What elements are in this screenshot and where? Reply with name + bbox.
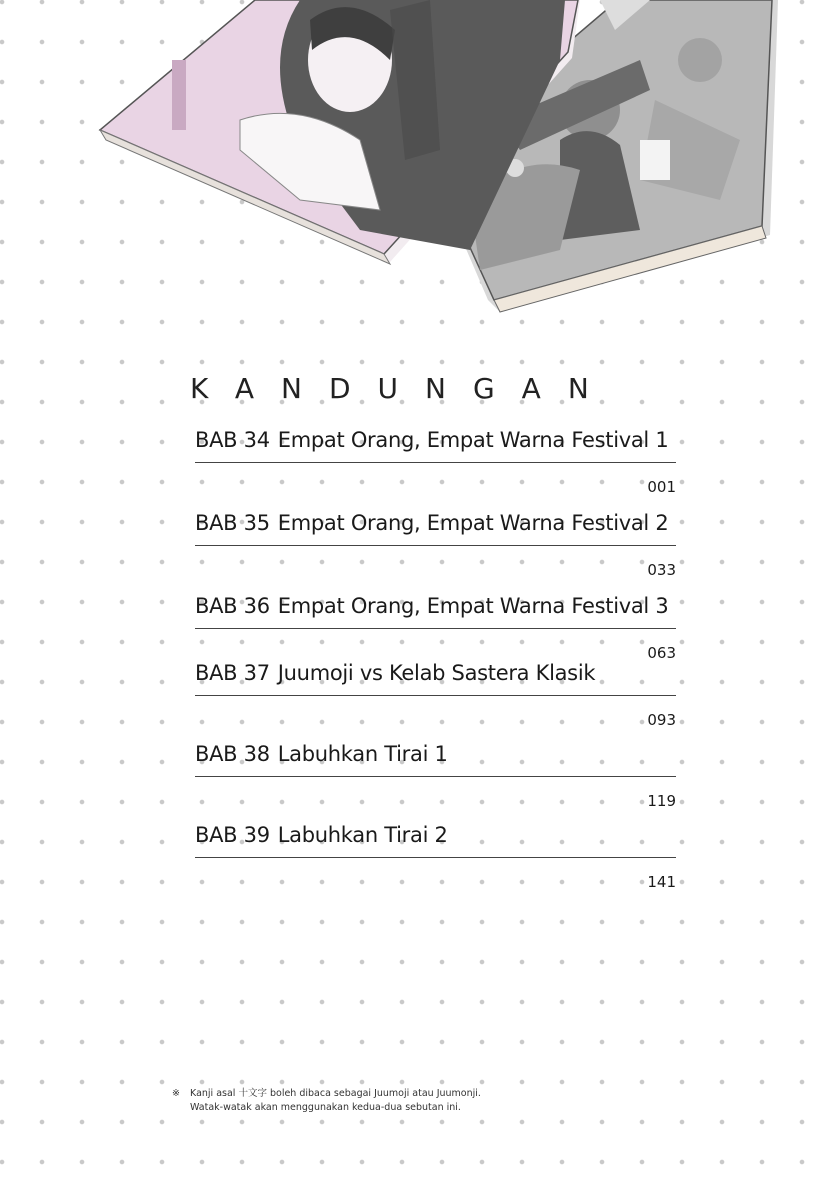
chapter-title-line — [195, 739, 676, 777]
chapter-number: BAB 34 — [195, 428, 270, 452]
chapter-title: Empat Orang, Empat Warna Festival 2 — [277, 511, 669, 535]
contents-heading: KANDUNGAN — [190, 372, 616, 405]
chapter-number: BAB 35 — [195, 511, 270, 535]
chapter-title-line — [195, 425, 676, 463]
page-number: 001 — [647, 478, 676, 496]
chapter-title: Juumoji vs Kelab Sastera Klasik — [277, 661, 596, 685]
page-number: 119 — [647, 792, 676, 810]
chapter-number: BAB 37 — [195, 661, 270, 685]
toc-entry[interactable] — [195, 425, 676, 497]
toc-entry[interactable] — [195, 508, 676, 580]
chapter-title-line — [195, 820, 676, 858]
toc-entry[interactable] — [195, 591, 676, 663]
toc-entry[interactable] — [195, 658, 676, 730]
page-number: 063 — [647, 644, 676, 662]
chapter-title: Labuhkan Tirai 1 — [277, 742, 448, 766]
manga-covers-illustration — [0, 0, 825, 330]
chapter-title: Empat Orang, Empat Warna Festival 1 — [277, 428, 669, 452]
page-number: 033 — [647, 561, 676, 579]
footnote — [172, 1087, 552, 1115]
chapter-number: BAB 39 — [195, 823, 270, 847]
chapter-number: BAB 36 — [195, 594, 270, 618]
page-number: 093 — [647, 711, 676, 729]
toc-entry[interactable] — [195, 820, 676, 892]
chapter-title: Empat Orang, Empat Warna Festival 3 — [277, 594, 669, 618]
page-number: 141 — [647, 873, 676, 891]
footnote-line-2: Watak-watak akan menggunakan kedua-dua sebutan ini. — [190, 1102, 461, 1113]
chapter-title-line — [195, 508, 676, 546]
table-of-contents — [195, 425, 676, 892]
toc-entry[interactable] — [195, 739, 676, 811]
chapter-number: BAB 38 — [195, 742, 270, 766]
footnote-line-1: Kanji asal 十文字 boleh dibaca sebagai Juumoji atau Juumonji. — [190, 1088, 481, 1099]
chapter-title: Labuhkan Tirai 2 — [277, 823, 448, 847]
chapter-title-line — [195, 591, 676, 629]
reference-mark: ※ — [172, 1088, 180, 1099]
chapter-title-line — [195, 658, 676, 696]
